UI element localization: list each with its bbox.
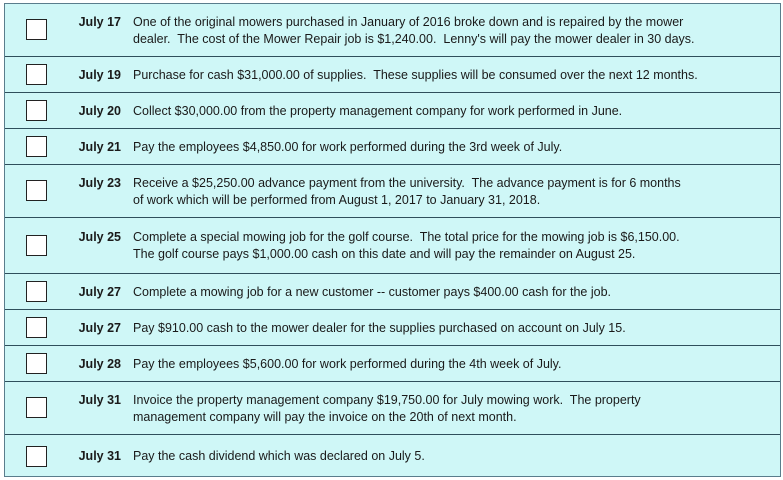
description-line: Complete a special mowing job for the golf course. The total price for the mowing job is $6,150.00.	[133, 230, 680, 244]
transaction-checkbox[interactable]	[26, 317, 47, 338]
transaction-row	[5, 274, 780, 310]
transaction-row	[5, 346, 780, 382]
description-line: of work which will be performed from August 1, 2017 to January 31, 2018.	[133, 193, 541, 207]
transaction-date: July 31	[78, 449, 121, 463]
transaction-checkbox[interactable]	[26, 281, 47, 302]
transaction-row	[5, 57, 780, 93]
description-line: One of the original mowers purchased in January of 2016 broke down and is repaired by the mower	[133, 15, 684, 29]
description-line: The golf course pays $1,000.00 cash on this date and will pay the remainder on August 25.	[133, 247, 636, 261]
transaction-description	[133, 67, 774, 84]
description-line: Invoice the property management company $19,750.00 for July mowing work. The property	[133, 393, 641, 407]
transaction-description	[133, 14, 774, 48]
description-line: Receive a $25,250.00 advance payment from the university. The advance payment is for 6 months	[133, 176, 681, 190]
transaction-date: July 31	[78, 393, 121, 407]
description-line: Complete a mowing job for a new customer -- customer pays $400.00 cash for the job.	[133, 285, 612, 299]
transaction-checkbox[interactable]	[26, 353, 47, 374]
transaction-date: July 23	[78, 176, 121, 190]
transaction-date: July 21	[78, 140, 121, 154]
description-line: Pay $910.00 cash to the mower dealer for the supplies purchased on account on July 15.	[133, 321, 626, 335]
transaction-date: July 25	[78, 230, 121, 244]
transaction-checkbox[interactable]	[26, 397, 47, 418]
transaction-checkbox[interactable]	[26, 180, 47, 201]
transaction-row	[5, 435, 780, 478]
description-line: Collect $30,000.00 from the property management company for work performed in June.	[133, 104, 623, 118]
transaction-row	[5, 129, 780, 165]
transaction-date: July 27	[78, 321, 121, 335]
transaction-description	[133, 356, 774, 373]
transaction-list	[4, 3, 781, 477]
transaction-checkbox[interactable]	[26, 136, 47, 157]
transaction-row	[5, 310, 780, 346]
description-line: management company will pay the invoice on the 20th of next month.	[133, 410, 517, 424]
description-line: Pay the employees $4,850.00 for work performed during the 3rd week of July.	[133, 140, 563, 154]
description-line: Purchase for cash $31,000.00 of supplies. These supplies will be consumed over the next 12 months.	[133, 68, 698, 82]
transaction-checkbox[interactable]	[26, 100, 47, 121]
transaction-row	[5, 93, 780, 129]
transaction-row	[5, 4, 780, 57]
transaction-description	[133, 320, 774, 337]
transaction-description	[133, 175, 774, 209]
transaction-description	[133, 448, 774, 465]
description-line: Pay the cash dividend which was declared on July 5.	[133, 449, 425, 463]
transaction-description	[133, 229, 774, 263]
transaction-checkbox[interactable]	[26, 446, 47, 467]
transaction-row	[5, 218, 780, 274]
transaction-description	[133, 392, 774, 426]
transaction-date: July 20	[78, 104, 121, 118]
transaction-description	[133, 139, 774, 156]
transaction-description	[133, 284, 774, 301]
transaction-date: July 17	[78, 15, 121, 29]
transaction-date: July 19	[78, 68, 121, 82]
description-line: Pay the employees $5,600.00 for work performed during the 4th week of July.	[133, 357, 562, 371]
transaction-description	[133, 103, 774, 120]
transaction-checkbox[interactable]	[26, 19, 47, 40]
transaction-row	[5, 165, 780, 218]
transaction-date: July 28	[78, 357, 121, 371]
transaction-checkbox[interactable]	[26, 64, 47, 85]
transaction-date: July 27	[78, 285, 121, 299]
transaction-row	[5, 382, 780, 435]
description-line: dealer. The cost of the Mower Repair job is $1,240.00. Lenny's will pay the mower dealer in 30 days.	[133, 32, 695, 46]
transaction-checkbox[interactable]	[26, 235, 47, 256]
